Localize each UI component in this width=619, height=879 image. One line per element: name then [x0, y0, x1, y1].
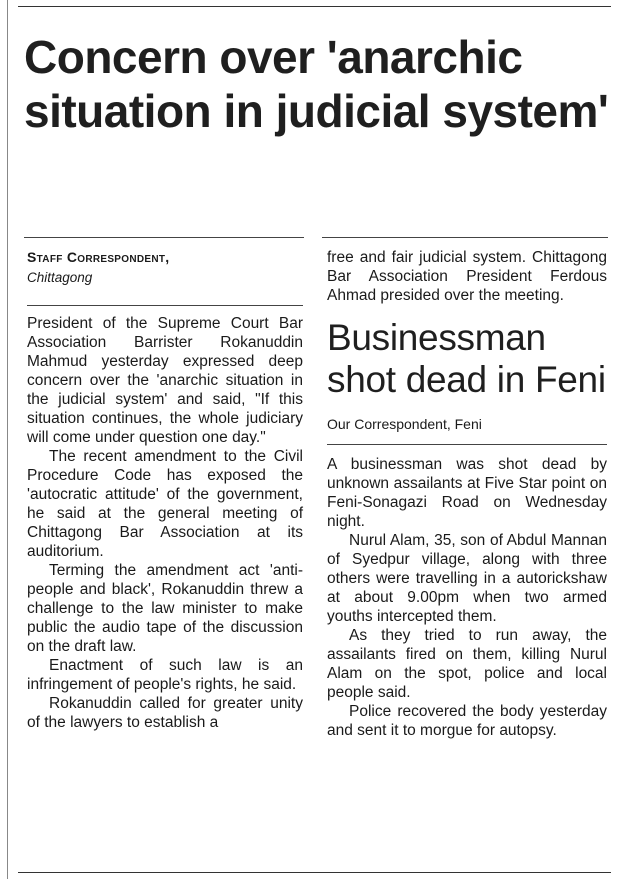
story1-paragraph: Enactment of such law is an infringement of people's rights, he said.: [27, 657, 303, 693]
story1-continuation: free and fair judicial system. Chittagong Bar Association President Ferdous Ahmad presided over the meeting.: [327, 249, 607, 304]
bottom-rule: [18, 872, 611, 873]
story2-paragraph: A businessman was shot dead by unknown assailants at Five Star point on Feni-Sonagazi Road on Wednesday night.: [327, 456, 607, 530]
story2-byline: Our Correspondent, Feni: [327, 416, 482, 432]
story1-byline: Staff Correspondent,: [27, 249, 170, 265]
page-edge: [7, 0, 8, 879]
main-headline: Concern over 'anarchic situation in judicial system': [24, 31, 609, 137]
story2-headline: Businessman shot dead in Feni: [327, 317, 606, 400]
story1-paragraph: President of the Supreme Court Bar Association Barrister Rokanuddin Mahmud yesterday expressed deep concern over the 'anarchic situation in the judicial system' and said, "If this situation continues, the whole judiciary will come under question one day.": [27, 315, 303, 446]
story1-paragraph: The recent amendment to the Civil Procedure Code has exposed the 'autocratic attitude' of the government, he said at the general meeting of Chittagong Bar Association at its auditorium.: [27, 448, 303, 560]
story1-paragraph: Terming the amendment act 'anti-people and black', Rokanuddin threw a challenge to the law minister to make public the audio tape of the discussion on the draft law.: [27, 562, 303, 655]
byline-rule: [27, 305, 303, 306]
column-right: [327, 248, 607, 740]
story1-location: Chittagong: [27, 270, 93, 285]
headline-rule-right: [322, 237, 608, 238]
byline-rule: [327, 444, 607, 445]
story2-paragraph: As they tried to run away, the assailants fired on them, killing Nurul Alam on the spot, police and local people said.: [327, 627, 607, 701]
top-rule: [18, 6, 611, 7]
story2-paragraph: Police recovered the body yesterday and sent it to morgue for autopsy.: [327, 703, 607, 739]
story1-paragraph: Rokanuddin called for greater unity of the lawyers to establish a: [27, 695, 303, 731]
story2-paragraph: Nurul Alam, 35, son of Abdul Mannan of Syedpur village, along with three others were travelling in a autorickshaw at about 9.00pm when two armed youths intercepted them.: [327, 532, 607, 625]
headline-rule-left: [24, 237, 304, 238]
column-left: [27, 248, 303, 732]
